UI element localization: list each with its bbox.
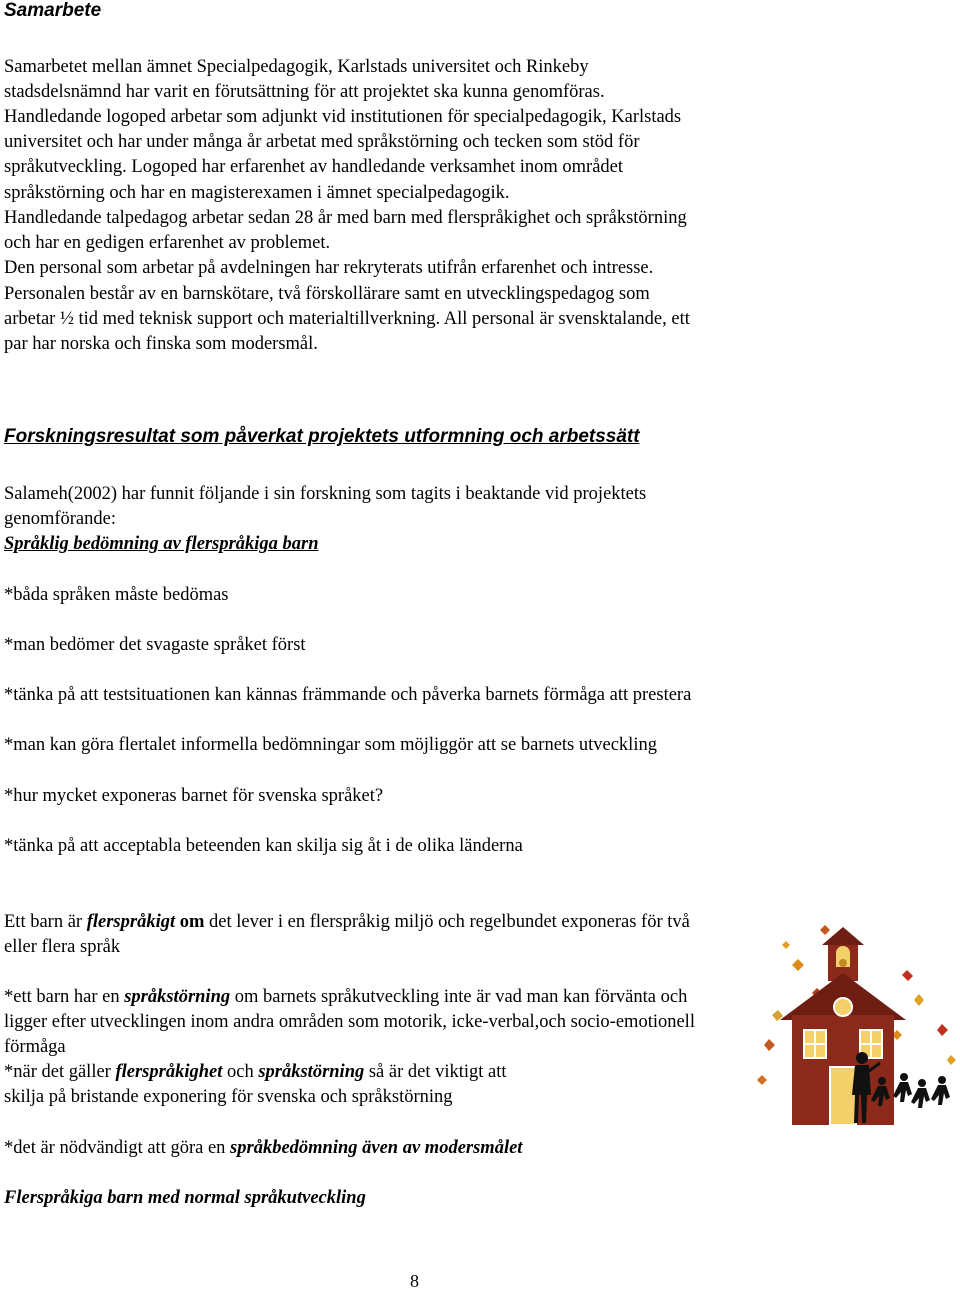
definition-flersprakigt (4, 910, 690, 935)
text-line: språkutveckling. Logoped har erfarenhet av handledande verksamhet inom området (4, 157, 624, 177)
leaf-icon (914, 994, 924, 1006)
text-line: Den personal som arbetar på avdelningen har rekryterats utifrån erfarenhet och intresse. (4, 258, 654, 278)
section-heading-samarbete: Samarbete (4, 0, 102, 21)
def-text: *när det gäller (4, 1062, 116, 1082)
leaf-icon (764, 1039, 775, 1051)
leaf-icon (757, 1075, 767, 1085)
text-line: och har en gedigen erfarenhet av problemet. (4, 233, 331, 253)
text-line: Handledande logoped arbetar som adjunkt vid institutionen för specialpedagogik, Karlstads (4, 107, 682, 127)
definition-distinction (4, 1060, 507, 1085)
text-line: arbetar ½ tid med teknisk support och materialtillverkning. All personal är svensktalande, ett (4, 309, 690, 329)
leaf-icon (937, 1024, 948, 1036)
page-number: 8 (410, 1271, 419, 1291)
def-term: språkstörning (124, 987, 231, 1007)
definition-line: ligger efter utvecklingen inom andra områden som motorik, icke-verbal,och socio-emotionell (4, 1012, 695, 1032)
bullet-item: *man bedömer det svagaste språket först (4, 635, 306, 655)
text-line: Handledande talpedagog arbetar sedan 28 år med barn med flerspråkighet och språkstörning (4, 208, 687, 228)
bullet-item: *man kan göra flertalet informella bedömningar som möjliggör att se barnets utveckling (4, 735, 657, 755)
intro-line: genomförande: (4, 509, 116, 529)
school-house-illustration (752, 915, 960, 1145)
subheading-sprakling-bedomning: Språklig bedömning av flerspråkiga barn (4, 534, 319, 554)
def-text: *det är nödvändigt att göra en (4, 1138, 231, 1158)
def-text: så är det viktigt att (364, 1062, 507, 1082)
bullet-item: *hur mycket exponeras barnet för svenska språket? (4, 786, 384, 806)
bullet-item: *båda språken måste bedömas (4, 585, 229, 605)
definition-line: eller flera språk (4, 937, 121, 957)
text-line: stadsdelsnämnd har varit en förutsättning för att projektet ska kunna genomföras. (4, 82, 605, 102)
text-line: språkstörning och har en magisterexamen i ämnet specialpedagogik. (4, 183, 510, 203)
def-text: det lever i en flerspråkig miljö och regelbundet exponeras för två (204, 912, 690, 932)
def-om: om (175, 912, 205, 932)
def-term: flerspråkighet (115, 1062, 223, 1082)
def-text: och (222, 1062, 259, 1082)
def-text: Ett barn är (4, 912, 87, 932)
leaf-icon (792, 959, 804, 971)
def-text: *ett barn har en (4, 987, 125, 1007)
def-term: språkstörning (258, 1062, 365, 1082)
leaf-icon (947, 1055, 956, 1065)
def-term: flerspråkigt (86, 912, 176, 932)
text-line: par har norska och finska som modersmål. (4, 334, 318, 354)
text-line: Samarbetet mellan ämnet Specialpedagogik, Karlstads universitet och Rinkeby (4, 57, 589, 77)
def-term: språkbedömning även av modersmålet (230, 1138, 523, 1158)
leaf-icon (820, 925, 830, 935)
leaf-icon (902, 970, 913, 981)
intro-line: Salameh(2002) har funnit följande i sin forskning som tagits i beaktande vid projektets (4, 484, 647, 504)
definition-line: skilja på bristande exponering för svenska och språkstörning (4, 1087, 453, 1107)
bullet-item: *tänka på att testsituationen kan kännas främmande och påverka barnets förmåga att prestera (4, 685, 692, 705)
text-line: universitet och har under många år arbetat med språkstörning och tecken som stöd för (4, 132, 640, 152)
def-text: om barnets språkutveckling inte är vad man kan förvänta och (230, 987, 688, 1007)
closing-heading: Flerspråkiga barn med normal språkutveckling (4, 1188, 366, 1208)
leaf-icon (782, 941, 790, 949)
definition-modersmal (4, 1136, 522, 1161)
text-line: Personalen består av en barnskötare, två förskollärare samt en utvecklingspedagog som (4, 284, 650, 304)
section-heading-forskningsresultat: Forskningsresultat som påverkat projektets utformning och arbetssätt (4, 426, 640, 447)
bullet-item: *tänka på att acceptabla beteenden kan skilja sig åt i de olika länderna (4, 836, 523, 856)
definition-line: förmåga (4, 1037, 66, 1057)
definition-sprakstorning (4, 985, 687, 1010)
